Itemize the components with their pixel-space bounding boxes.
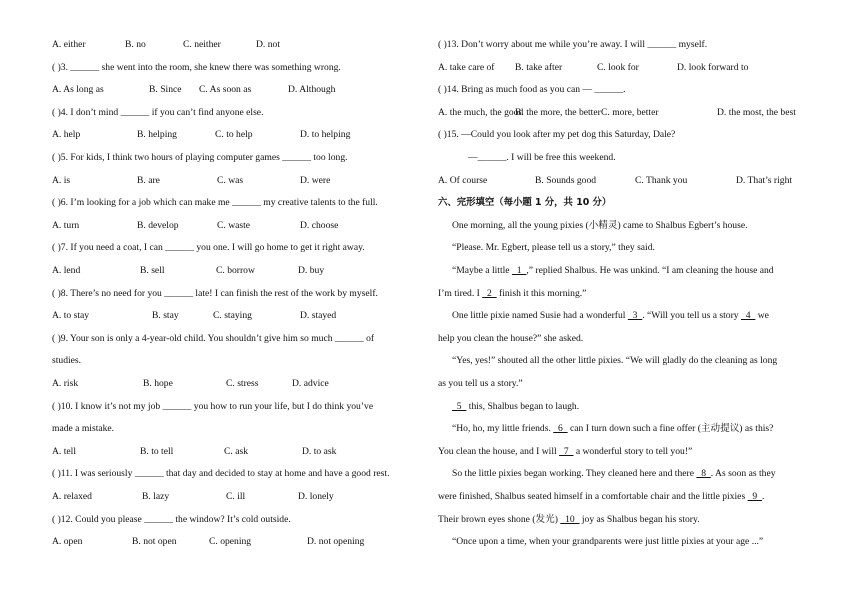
question-text: ( )14. Bring as much food as you can — ______. xyxy=(438,84,626,96)
option-c: C. staying xyxy=(213,310,252,322)
passage-text: Their brown eyes shone (发光) xyxy=(438,513,561,525)
option-b: B. to tell xyxy=(140,445,174,457)
passage-line xyxy=(452,220,748,232)
option-d: D. not xyxy=(256,39,280,50)
passage-line xyxy=(438,288,586,300)
option-d: D. Although xyxy=(288,84,336,96)
option-a: A. turn xyxy=(52,219,80,231)
option-d: D. lonely xyxy=(298,491,334,502)
passage-text: One morning, all the young pixies (小精灵) came to Shalbus Egbert’s house. xyxy=(452,219,748,231)
cloze-blank: 2 xyxy=(482,287,497,299)
passage-line xyxy=(452,242,655,254)
passage-text: . “Will you tell us a story xyxy=(642,310,741,322)
passage-text: So the little pixies began working. They cleaned here and there xyxy=(452,468,697,480)
passage-line xyxy=(452,401,579,413)
question-text: ( )8. There’s no need for you ______ late! I can finish the rest of the work by myself. xyxy=(52,287,378,299)
passage-text: “Yes, yes!” shouted all the other little pixies. “We will gladly do the cleaning as long xyxy=(452,355,778,367)
option-d: D. to helping xyxy=(300,129,351,141)
question-text: —______. I will be free this weekend. xyxy=(468,152,616,163)
cloze-blank: 9 xyxy=(747,491,762,502)
option-a: A. help xyxy=(52,129,81,141)
passage-line xyxy=(438,491,764,503)
passage-text: as you tell us a story.” xyxy=(438,378,523,389)
option-c: C. ask xyxy=(224,445,248,457)
passage-text: ,” replied Shalbus. He was unkind. “I am cleaning the house and xyxy=(526,265,774,276)
passage-line xyxy=(452,355,777,367)
cloze-blank: 6 xyxy=(553,423,568,435)
option-b: B. are xyxy=(137,174,160,186)
option-d: D. stayed xyxy=(300,310,337,322)
passage-line xyxy=(452,423,773,435)
option-b: B. take after xyxy=(515,61,563,73)
option-c: C. neither xyxy=(183,39,221,50)
question-text: ( )7. If you need a coat, I can ______ you one. I will go home to get it right away. xyxy=(52,242,365,254)
option-c: C. look for xyxy=(597,61,639,73)
passage-text: “Maybe a little xyxy=(452,265,512,276)
passage-line xyxy=(452,310,769,322)
passage-line xyxy=(438,514,700,526)
passage-line xyxy=(452,265,774,277)
option-c: C. borrow xyxy=(216,265,255,276)
cloze-blank: 1 xyxy=(511,265,527,276)
option-c: C. to help xyxy=(215,129,253,141)
passage-text: I’m tired. I xyxy=(438,287,483,299)
option-a: A. lend xyxy=(52,265,81,276)
passage-line xyxy=(438,446,692,458)
option-d: D. choose xyxy=(300,219,339,231)
passage-text: finish it this morning.” xyxy=(496,287,587,299)
passage-line xyxy=(452,536,763,548)
passage-line xyxy=(452,468,776,480)
option-a: A. the much, the good xyxy=(438,106,524,118)
passage-text: help you clean the house?” she asked. xyxy=(438,332,584,344)
option-a: A. Of course xyxy=(438,174,488,186)
option-b: B. the more, the better xyxy=(515,106,601,118)
passage-text: can I turn down such a fine offer (主动提议) as this? xyxy=(567,423,774,435)
option-d: D. not opening xyxy=(307,536,365,548)
passage-line xyxy=(438,378,523,390)
option-a: A. risk xyxy=(52,378,79,389)
option-b: B. sell xyxy=(140,265,165,276)
option-c: C. As soon as xyxy=(199,84,252,96)
passage-text: a wonderful story to tell you!” xyxy=(573,445,693,457)
option-b: B. stay xyxy=(152,310,179,322)
option-a: A. As long as xyxy=(52,84,104,96)
option-d: D. look forward to xyxy=(677,61,749,73)
option-b: B. Sounds good xyxy=(535,174,597,186)
option-a: A. either xyxy=(52,39,86,50)
option-a: A. open xyxy=(52,536,83,548)
option-b: B. helping xyxy=(137,129,177,141)
question-text: ( )12. Could you please ______ the window? It’s cold outside. xyxy=(52,513,291,525)
option-a: A. tell xyxy=(52,445,76,457)
option-a: A. take care of xyxy=(438,61,495,73)
cloze-blank: 8 xyxy=(696,468,711,480)
question-text: ( )11. I was seriously ______ that day and decided to stay at home and have a good rest. xyxy=(52,468,390,480)
option-b: B. hope xyxy=(143,378,173,389)
option-b: B. develop xyxy=(137,219,179,231)
question-text: ( )4. I don’t mind ______ if you can’t find anyone else. xyxy=(52,106,264,118)
question-text: studies. xyxy=(52,355,82,367)
option-c: C. more, better xyxy=(601,106,659,118)
cloze-blank: 10 xyxy=(560,513,580,525)
option-c: C. was xyxy=(217,174,244,186)
option-a: A. is xyxy=(52,174,71,186)
passage-text: joy as Shalbus began his story. xyxy=(579,513,700,525)
option-c: C. stress xyxy=(226,378,259,389)
option-a: A. relaxed xyxy=(52,491,92,502)
question-text: ( )5. For kids, I think two hours of playing computer games ______ too long. xyxy=(52,152,348,163)
cloze-blank: 7 xyxy=(559,445,574,457)
option-b: B. no xyxy=(125,39,146,50)
option-c: C. opening xyxy=(209,536,252,548)
cloze-blank: 5 xyxy=(452,400,467,412)
section-heading: 六、完形填空（每小题 1 分，共 10 分） xyxy=(438,197,612,209)
question-text: ( )9. Your son is only a 4-year-old child. You shouldn’t give him so much ______ of xyxy=(52,332,375,344)
question-text: ( )6. I’m looking for a job which can make me ______ my creative talents to the full. xyxy=(52,197,378,209)
option-c: C. ill xyxy=(226,491,246,502)
question-text: ( )15. —Could you look after my pet dog this Saturday, Dale? xyxy=(438,129,676,141)
question-text: ( )3. ______ she went into the room, she knew there was something wrong. xyxy=(52,61,341,73)
option-d: D. were xyxy=(300,174,331,186)
question-text: ( )10. I know it’s not my job ______ you how to run your life, but I do think you’ve xyxy=(52,400,374,412)
cloze-blank: 3 xyxy=(627,310,643,322)
option-d: D. That’s right xyxy=(736,174,793,186)
option-d: D. the most, the best xyxy=(717,106,796,118)
cloze-blank: 4 xyxy=(740,310,756,322)
option-d: D. advice xyxy=(292,378,329,389)
option-b: B. Since xyxy=(149,84,182,96)
passage-text: we xyxy=(755,310,769,322)
passage-line xyxy=(438,333,583,345)
passage-text: You clean the house, and I will xyxy=(438,445,560,457)
option-c: C. Thank you xyxy=(635,174,688,186)
question-text: made a mistake. xyxy=(52,423,115,435)
passage-text: “Once upon a time, when your grandparents were just little pixies at your age ...” xyxy=(452,536,764,548)
option-b: B. not open xyxy=(132,536,177,548)
passage-text: “Please. Mr. Egbert, please tell us a story,” they said. xyxy=(452,242,655,254)
option-d: D. to ask xyxy=(302,445,337,457)
passage-text: “Ho, ho, my little friends. xyxy=(452,423,554,435)
option-c: C. waste xyxy=(217,219,251,231)
passage-text: . As soon as they xyxy=(710,468,776,480)
option-d: D. buy xyxy=(298,265,325,276)
question-text: ( )13. Don’t worry about me while you’re away. I will ______ myself. xyxy=(438,39,708,50)
passage-text: were finished, Shalbus seated himself in a comfortable chair and the little pixies xyxy=(438,491,748,502)
passage-text: this, Shalbus began to laugh. xyxy=(466,400,580,412)
option-a: A. to stay xyxy=(52,310,90,322)
option-b: B. lazy xyxy=(142,491,170,502)
passage-text: . xyxy=(761,491,765,502)
passage-text: One little pixie named Susie had a wonderful xyxy=(452,310,628,322)
